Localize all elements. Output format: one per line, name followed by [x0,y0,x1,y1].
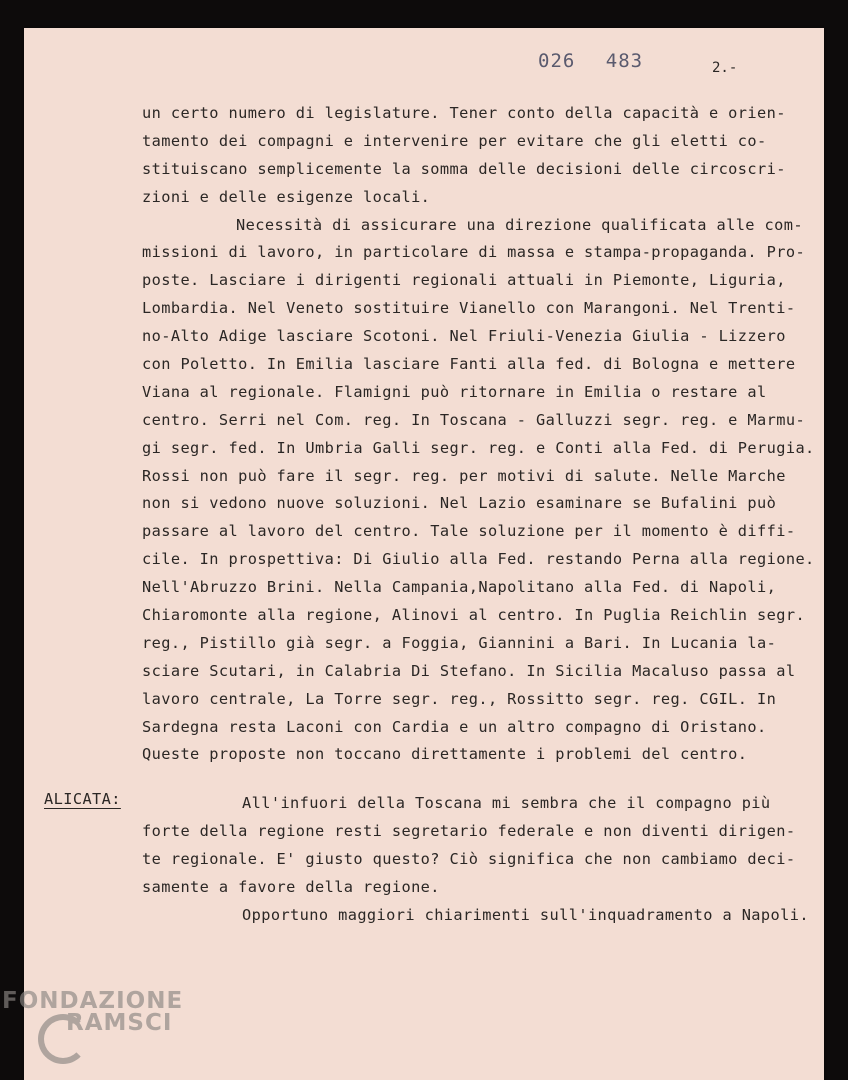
text-line: gi segr. fed. In Umbria Galli segr. reg. e Conti alla Fed. di Perugia. [142,438,815,457]
page-number: 2.- [712,60,738,76]
text-line: lavoro centrale, La Torre segr. reg., Rossitto segr. reg. CGIL. In [142,689,777,708]
text-line: samente a favore della regione. [142,877,440,896]
text-line: Queste proposte non toccano direttamente i problemi del centro. [142,745,748,764]
text-line: no-Alto Adige lasciare Scotoni. Nel Friuli-Venezia Giulia - Lizzero [142,327,786,346]
text-line: reg., Pistillo già segr. a Foggia, Giannini a Bari. In Lucania la- [142,633,777,652]
watermark-line-2: RAMSCI [66,1010,173,1036]
stamp-part-2: 483 [605,50,644,72]
archive-stamp-number [538,50,643,72]
text-line: All'infuori della Toscana mi sembra che il compagno più [242,794,771,812]
text-line: passare al lavoro del centro. Tale soluzione per il momento è diffi- [142,522,796,541]
text-line: con Poletto. In Emilia lasciare Fanti alla fed. di Bologna e mettere [142,355,796,374]
text-line: centro. Serri nel Com. reg. In Toscana - Galluzzi segr. reg. e Marmu- [142,410,806,429]
text-line: Opportuno maggiori chiarimenti sull'inquadramento a Napoli. [242,905,809,924]
text-line: cile. In prospettiva: Di Giulio alla Fed. restando Perna alla regione. [142,550,815,569]
text-line: Nell'Abruzzo Brini. Nella Campania,Napolitano alla Fed. di Napoli, [142,578,777,597]
stamp-part-1: 026 [538,50,576,72]
text-line: tamento dei compagni e intervenire per evitare che gli eletti co- [142,131,767,150]
text-line: Rossi non può fare il segr. reg. per motivi di salute. Nelle Marche [142,466,786,485]
fondazione-gramsci-watermark [2,988,183,1036]
speaker-name: ALICATA: [44,790,121,808]
text-line: Necessità di assicurare una direzione qualificata alle com- [236,215,803,234]
text-line: te regionale. E' giusto questo? Ciò significa che non cambiamo deci- [142,849,796,868]
text-line: missioni di lavoro, in particolare di massa e stampa-propaganda. Pro- [142,243,806,262]
text-line: Sardegna resta Laconi con Cardia e un altro compagno di Oristano. [142,717,767,736]
speaker-reply [142,790,832,929]
text-line: forte della regione resti segretario federale e non diventi dirigen- [142,821,796,840]
gramsci-logo-icon [38,1014,88,1064]
text-line: Chiaromonte alla regione, Alinovi al centro. In Puglia Reichlin segr. [142,606,806,625]
text-line: poste. Lasciare i dirigenti regionali attuali in Piemonte, Liguria, [142,271,786,290]
text-line: Viana al regionale. Flamigni può ritornare in Emilia o restare al [142,382,767,401]
text-line: zioni e delle esigenze locali. [142,187,431,206]
watermark-line-1: FONDAZIONE [2,988,184,1014]
text-line: stituiscano semplicemente la somma delle decisioni delle circoscri- [142,159,786,178]
text-line: un certo numero di legislature. Tener conto della capacità e orien- [142,104,786,122]
text-line: non si vedono nuove soluzioni. Nel Lazio esaminare se Bufalini può [142,494,777,513]
text-line: sciare Scutari, in Calabria Di Stefano. In Sicilia Macaluso passa al [142,661,796,680]
main-text [142,100,832,769]
text-line: Lombardia. Nel Veneto sostituire Vianello con Marangoni. Nel Trenti- [142,299,796,318]
